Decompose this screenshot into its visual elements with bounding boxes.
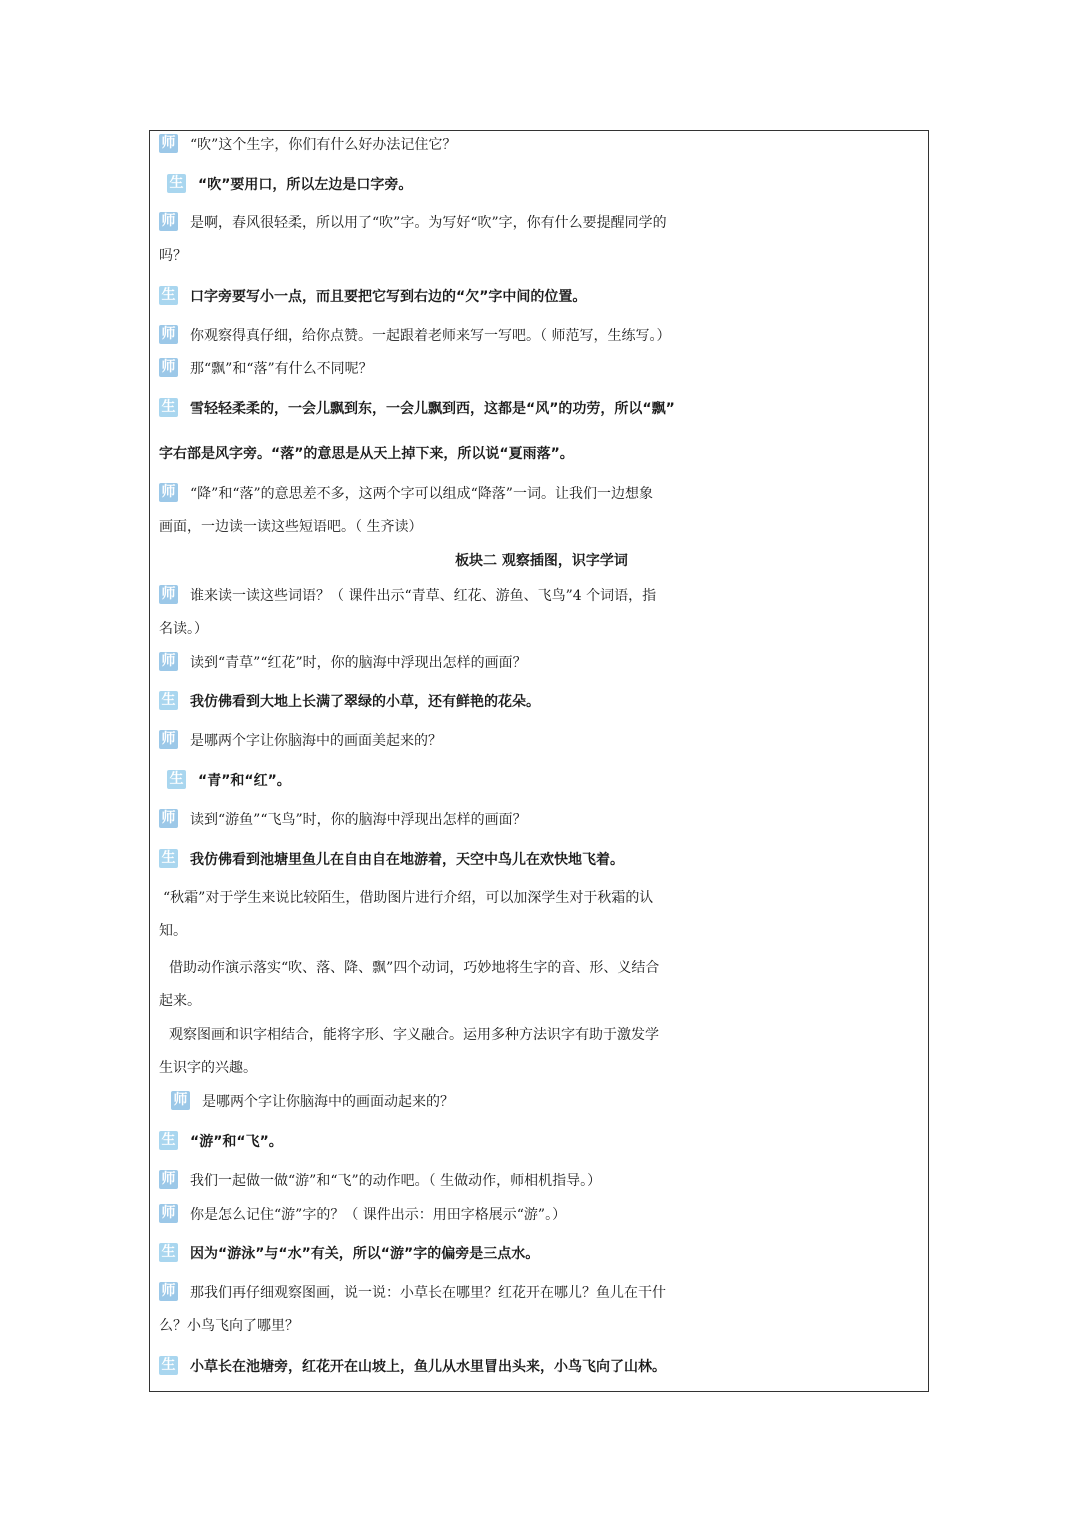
student-tag-icon: 生 bbox=[159, 286, 178, 305]
dialogue-text: “青”和“红”。 bbox=[198, 773, 291, 789]
section-heading: 板块二 观察插图，识字学词 bbox=[455, 553, 628, 569]
teacher-tag-icon: 师 bbox=[159, 325, 178, 344]
teacher-tag-icon: 师 bbox=[159, 358, 178, 377]
teacher-line bbox=[159, 356, 924, 382]
dialogue-text: 我仿佛看到池塘里鱼儿在自由自在地游着，天空中鸟儿在欢快地飞着。 bbox=[190, 852, 624, 868]
dialogue-text: 小草长在池塘旁，红花开在山坡上，鱼儿从水里冒出头来，小鸟飞向了山林。 bbox=[190, 1359, 666, 1375]
teacher-line bbox=[171, 1089, 936, 1115]
text-line: 起来。 bbox=[159, 993, 201, 1009]
student-line bbox=[167, 172, 932, 198]
dialogue-text: 那“飘”和“落”有什么不同呢？ bbox=[190, 361, 373, 377]
student-tag-icon: 生 bbox=[167, 770, 186, 789]
teacher-tag-icon: 师 bbox=[159, 212, 178, 231]
dialogue-text: 读到“青草”“红花”时，你的脑海中浮现出怎样的画面？ bbox=[190, 655, 527, 671]
teacher-tag-icon: 师 bbox=[159, 652, 178, 671]
text-line: “秋霜”对于学生来说比较陌生，借助图片进行介绍，可以加深学生对于秋霜的认 bbox=[163, 890, 654, 906]
dialogue-text: 我们一起做一做“游”和“飞”的动作吧。（ 生做动作，师相机指导。） bbox=[190, 1173, 602, 1189]
teacher-tag-icon: 师 bbox=[159, 1170, 178, 1189]
teacher-tag-icon: 师 bbox=[159, 1204, 178, 1223]
teacher-line bbox=[159, 1280, 924, 1306]
teacher-line bbox=[159, 323, 924, 349]
teacher-line bbox=[159, 1202, 924, 1228]
text-line: 么？小鸟飞向了哪里？ bbox=[159, 1318, 299, 1334]
teacher-line bbox=[159, 728, 924, 754]
teacher-tag-icon: 师 bbox=[159, 730, 178, 749]
dialogue-text: 那我们再仔细观察图画，说一说：小草长在哪里？红花开在哪儿？鱼儿在干什 bbox=[190, 1285, 666, 1301]
text-line: 观察图画和识字相结合，能将字形、字义融合。运用多种方法识字有助于激发学 bbox=[169, 1027, 659, 1043]
teacher-line bbox=[159, 650, 924, 676]
student-line bbox=[159, 1241, 924, 1267]
teacher-tag-icon: 师 bbox=[159, 483, 178, 502]
teacher-tag-icon: 师 bbox=[159, 809, 178, 828]
dialogue-text: “游”和“飞”。 bbox=[190, 1134, 283, 1150]
dialogue-text: “吹”这个生字，你们有什么好办法记住它？ bbox=[190, 137, 457, 153]
dialogue-text: 口字旁要写小一点，而且要把它写到右边的“欠”字中间的位置。 bbox=[190, 289, 587, 305]
dialogue-text: “降”和“落”的意思差不多，这两个字可以组成“降落”一词。让我们一边想象 bbox=[190, 486, 653, 502]
student-line bbox=[159, 284, 924, 310]
teacher-tag-icon: 师 bbox=[171, 1091, 190, 1110]
teacher-line bbox=[159, 132, 924, 158]
dialogue-text: 你是怎么记住“游”字的？（ 课件出示：用田字格展示“游”。） bbox=[190, 1207, 567, 1223]
text-line: 生识字的兴趣。 bbox=[159, 1060, 257, 1076]
dialogue-text: 是哪两个字让你脑海中的画面动起来的？ bbox=[202, 1094, 454, 1110]
dialogue-text: 是哪两个字让你脑海中的画面美起来的？ bbox=[190, 733, 442, 749]
text-line: 知。 bbox=[159, 923, 187, 939]
student-tag-icon: 生 bbox=[159, 1131, 178, 1150]
teacher-tag-icon: 师 bbox=[159, 585, 178, 604]
text-line: 字右部是风字旁。“落”的意思是从天上掉下来，所以说“夏雨落”。 bbox=[159, 446, 574, 462]
text-line: 吗？ bbox=[159, 248, 187, 264]
dialogue-text: 因为“游泳”与“水”有关，所以“游”字的偏旁是三点水。 bbox=[190, 1246, 540, 1262]
dialogue-text: 我仿佛看到大地上长满了翠绿的小草，还有鲜艳的花朵。 bbox=[190, 694, 540, 710]
student-tag-icon: 生 bbox=[159, 1356, 178, 1375]
student-tag-icon: 生 bbox=[159, 398, 178, 417]
student-tag-icon: 生 bbox=[159, 691, 178, 710]
text-line: 名读。） bbox=[159, 621, 208, 637]
student-tag-icon: 生 bbox=[159, 849, 178, 868]
teacher-line bbox=[159, 583, 924, 609]
student-line bbox=[159, 1354, 924, 1380]
teacher-line bbox=[159, 210, 924, 236]
student-tag-icon: 生 bbox=[159, 1243, 178, 1262]
teacher-line bbox=[159, 807, 924, 833]
student-line bbox=[159, 847, 924, 873]
student-line bbox=[167, 768, 932, 794]
student-line bbox=[159, 1129, 924, 1155]
teacher-line bbox=[159, 481, 924, 507]
teacher-tag-icon: 师 bbox=[159, 1282, 178, 1301]
text-line: 借助动作演示落实“吹、落、降、飘”四个动词，巧妙地将生字的音、形、义结合 bbox=[169, 960, 660, 976]
dialogue-text: “吹”要用口，所以左边是口字旁。 bbox=[198, 177, 413, 193]
teacher-line bbox=[159, 1168, 924, 1194]
dialogue-text: 读到“游鱼”“飞鸟”时，你的脑海中浮现出怎样的画面？ bbox=[190, 812, 527, 828]
teacher-tag-icon: 师 bbox=[159, 134, 178, 153]
student-tag-icon: 生 bbox=[167, 174, 186, 193]
text-line: 画面，一边读一读这些短语吧。（ 生齐读） bbox=[159, 519, 423, 535]
student-line bbox=[159, 396, 924, 422]
dialogue-text: 雪轻轻柔柔的，一会儿飘到东，一会儿飘到西，这都是“风”的功劳，所以“飘” bbox=[190, 401, 675, 417]
student-line bbox=[159, 689, 924, 715]
dialogue-text: 谁来读一读这些词语？（ 课件出示“青草、红花、游鱼、飞鸟”4 个词语，指 bbox=[190, 588, 657, 604]
dialogue-text: 是啊，春风很轻柔，所以用了“吹”字。为写好“吹”字，你有什么要提醒同学的 bbox=[190, 215, 667, 231]
dialogue-text: 你观察得真仔细，给你点赞。一起跟着老师来写一写吧。（ 师范写，生练写。） bbox=[190, 328, 671, 344]
